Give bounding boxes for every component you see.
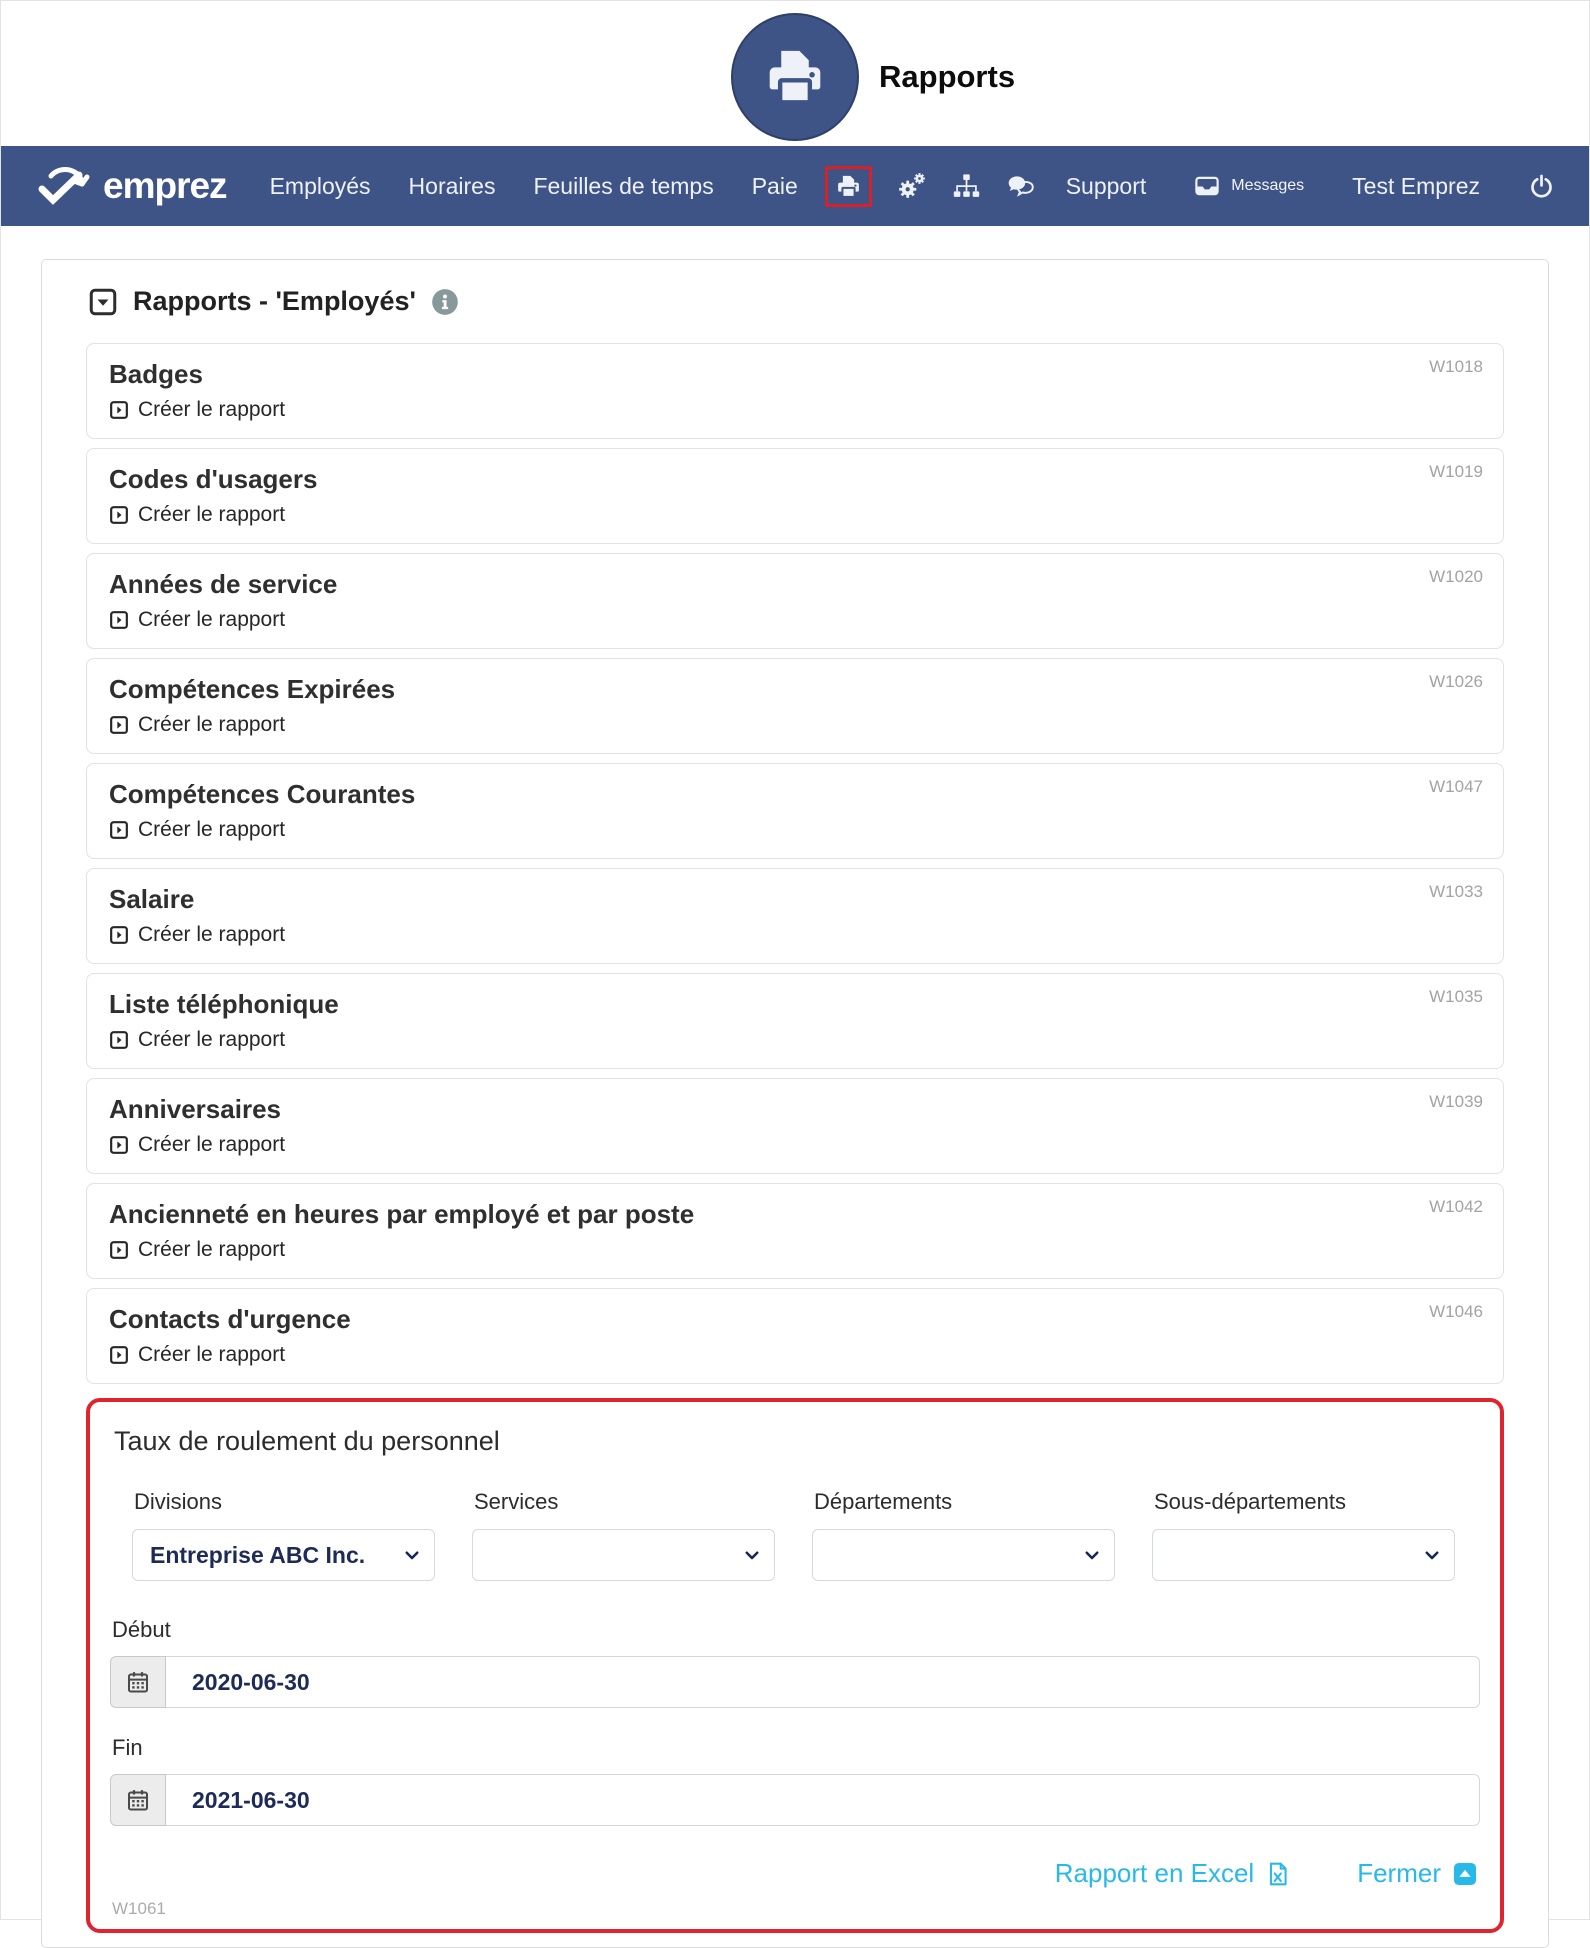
create-report-link[interactable] — [109, 713, 285, 737]
create-report-link[interactable] — [109, 818, 285, 842]
caret-square-down-icon[interactable] — [88, 287, 118, 317]
report-code: W1020 — [1429, 567, 1483, 586]
report-title: Ancienneté en heures par employé et par poste — [109, 1199, 695, 1229]
close-link[interactable] — [1357, 1858, 1478, 1889]
filter-select-value: Entreprise ABC Inc. — [150, 1541, 366, 1568]
reports-panel — [41, 259, 1549, 1948]
report-card — [86, 1078, 1504, 1174]
report-title: Années de service — [109, 569, 338, 599]
messages-label: Messages — [1231, 177, 1305, 194]
filter-column — [132, 1489, 435, 1581]
brand-name: emprez — [103, 165, 227, 206]
caret-square-right-icon — [109, 1030, 129, 1050]
create-report-link[interactable] — [109, 608, 285, 632]
report-code: W1039 — [1429, 1092, 1483, 1111]
caret-square-right-icon — [109, 505, 129, 525]
caret-square-right-icon — [109, 820, 129, 840]
report-code: W1042 — [1429, 1197, 1483, 1216]
page-header — [1, 1, 1589, 146]
chevron-down-icon — [403, 1546, 421, 1564]
create-report-label: Créer le rapport — [138, 398, 286, 421]
info-circle-icon[interactable] — [431, 288, 459, 316]
end-date-value: 2021-06-30 — [166, 1774, 1480, 1826]
report-title: Compétences Courantes — [109, 779, 416, 809]
report-code: W1019 — [1429, 462, 1483, 481]
caret-square-up-icon — [1452, 1861, 1478, 1887]
create-report-link[interactable] — [109, 1028, 285, 1052]
nav-item-paie[interactable]: Paie — [751, 172, 798, 199]
nav-icon-group — [825, 166, 1036, 207]
caret-square-right-icon — [109, 1345, 129, 1365]
nav-item-support[interactable]: Support — [1065, 172, 1147, 199]
nav-item-horaires[interactable]: Horaires — [408, 172, 496, 199]
create-report-label: Créer le rapport — [138, 608, 286, 631]
report-code: W1035 — [1429, 987, 1483, 1006]
create-report-label: Créer le rapport — [138, 818, 286, 841]
report-list — [86, 343, 1504, 1384]
create-report-link[interactable] — [109, 1133, 285, 1157]
report-title: Compétences Expirées — [109, 674, 396, 704]
start-date-value: 2020-06-30 — [166, 1656, 1480, 1708]
close-label: Fermer — [1357, 1858, 1441, 1888]
report-title: Anniversaires — [109, 1094, 281, 1124]
report-code: W1018 — [1429, 357, 1483, 376]
caret-square-right-icon — [109, 1135, 129, 1155]
filter-label: Sous-départements — [1154, 1489, 1346, 1514]
turnover-title: Taux de roulement du personnel — [114, 1426, 500, 1456]
create-report-link[interactable] — [109, 503, 285, 527]
brand-logo[interactable] — [35, 162, 227, 210]
report-code: W1046 — [1429, 1302, 1483, 1321]
filter-column — [812, 1489, 1115, 1581]
report-title: Salaire — [109, 884, 195, 914]
nav-item-feuilles-de-temps[interactable]: Feuilles de temps — [533, 172, 714, 199]
report-card — [86, 973, 1504, 1069]
excel-report-link[interactable] — [1055, 1858, 1291, 1889]
navbar — [1, 146, 1589, 226]
power-icon[interactable] — [1528, 173, 1555, 200]
reports-badge — [731, 13, 1016, 141]
start-date-label: Début — [112, 1617, 171, 1642]
printer-icon[interactable] — [825, 166, 872, 207]
create-report-label: Créer le rapport — [138, 503, 286, 526]
report-card — [86, 658, 1504, 754]
turnover-actions — [110, 1858, 1478, 1889]
create-report-link[interactable] — [109, 1238, 285, 1262]
filter-label: Services — [474, 1489, 559, 1514]
filter-column — [472, 1489, 775, 1581]
report-title: Badges — [109, 359, 203, 389]
sitemap-icon[interactable] — [952, 172, 981, 201]
filter-select[interactable] — [812, 1529, 1115, 1581]
caret-square-right-icon — [109, 925, 129, 945]
report-title: Codes d'usagers — [109, 464, 318, 494]
filter-select[interactable] — [132, 1529, 435, 1581]
filter-select[interactable] — [472, 1529, 775, 1581]
start-date-input[interactable] — [110, 1656, 1480, 1708]
panel-header — [88, 286, 1504, 317]
nav-right-group — [1066, 173, 1555, 200]
report-card — [86, 763, 1504, 859]
report-code: W1033 — [1429, 882, 1483, 901]
report-card — [86, 868, 1504, 964]
caret-square-right-icon — [109, 400, 129, 420]
panel-title: Rapports - 'Employés' — [133, 286, 416, 316]
create-report-label: Créer le rapport — [138, 713, 286, 736]
report-code: W1026 — [1429, 672, 1483, 691]
caret-square-right-icon — [109, 715, 129, 735]
chevron-down-icon — [743, 1546, 761, 1564]
create-report-label: Créer le rapport — [138, 1343, 286, 1366]
filter-label: Divisions — [134, 1489, 223, 1514]
turnover-code: W1061 — [112, 1899, 166, 1918]
filter-column — [1152, 1489, 1455, 1581]
file-excel-icon — [1265, 1861, 1291, 1887]
report-card — [86, 448, 1504, 544]
create-report-label: Créer le rapport — [138, 1133, 286, 1156]
gears-icon[interactable] — [897, 171, 927, 201]
chat-icon[interactable] — [1006, 171, 1036, 201]
report-card — [86, 343, 1504, 439]
page-title: Rapports — [879, 59, 1016, 94]
report-card — [86, 1183, 1504, 1279]
create-report-label: Créer le rapport — [138, 923, 286, 946]
chevron-down-icon — [1423, 1546, 1441, 1564]
filter-label: Départements — [814, 1489, 953, 1514]
nav-item-user[interactable]: Test Emprez — [1352, 172, 1480, 199]
nav-menu — [251, 173, 817, 200]
report-code: W1047 — [1429, 777, 1483, 796]
printer-icon — [762, 44, 828, 110]
nav-item-messages[interactable] — [1194, 173, 1304, 199]
caret-square-right-icon — [109, 610, 129, 630]
end-date-input[interactable] — [110, 1774, 1480, 1826]
calendar-icon — [110, 1774, 166, 1826]
report-card — [86, 1288, 1504, 1384]
create-report-label: Créer le rapport — [138, 1238, 286, 1261]
create-report-label: Créer le rapport — [138, 1028, 286, 1051]
turnover-report-section — [86, 1398, 1504, 1933]
inbox-icon — [1194, 173, 1220, 199]
create-report-link[interactable] — [109, 1343, 285, 1367]
end-date-label: Fin — [112, 1735, 143, 1760]
calendar-icon — [110, 1656, 166, 1708]
caret-square-right-icon — [109, 1240, 129, 1260]
create-report-link[interactable] — [109, 923, 285, 947]
create-report-link[interactable] — [109, 398, 285, 422]
report-title: Liste téléphonique — [109, 989, 339, 1019]
chevron-down-icon — [1083, 1546, 1101, 1564]
excel-report-label: Rapport en Excel — [1054, 1858, 1255, 1888]
filter-select[interactable] — [1152, 1529, 1455, 1581]
report-title: Contacts d'urgence — [109, 1304, 351, 1334]
filters-row — [110, 1489, 1480, 1581]
report-card — [86, 553, 1504, 649]
emprez-logo-icon — [35, 162, 91, 210]
nav-item-employes[interactable]: Employés — [269, 172, 371, 199]
